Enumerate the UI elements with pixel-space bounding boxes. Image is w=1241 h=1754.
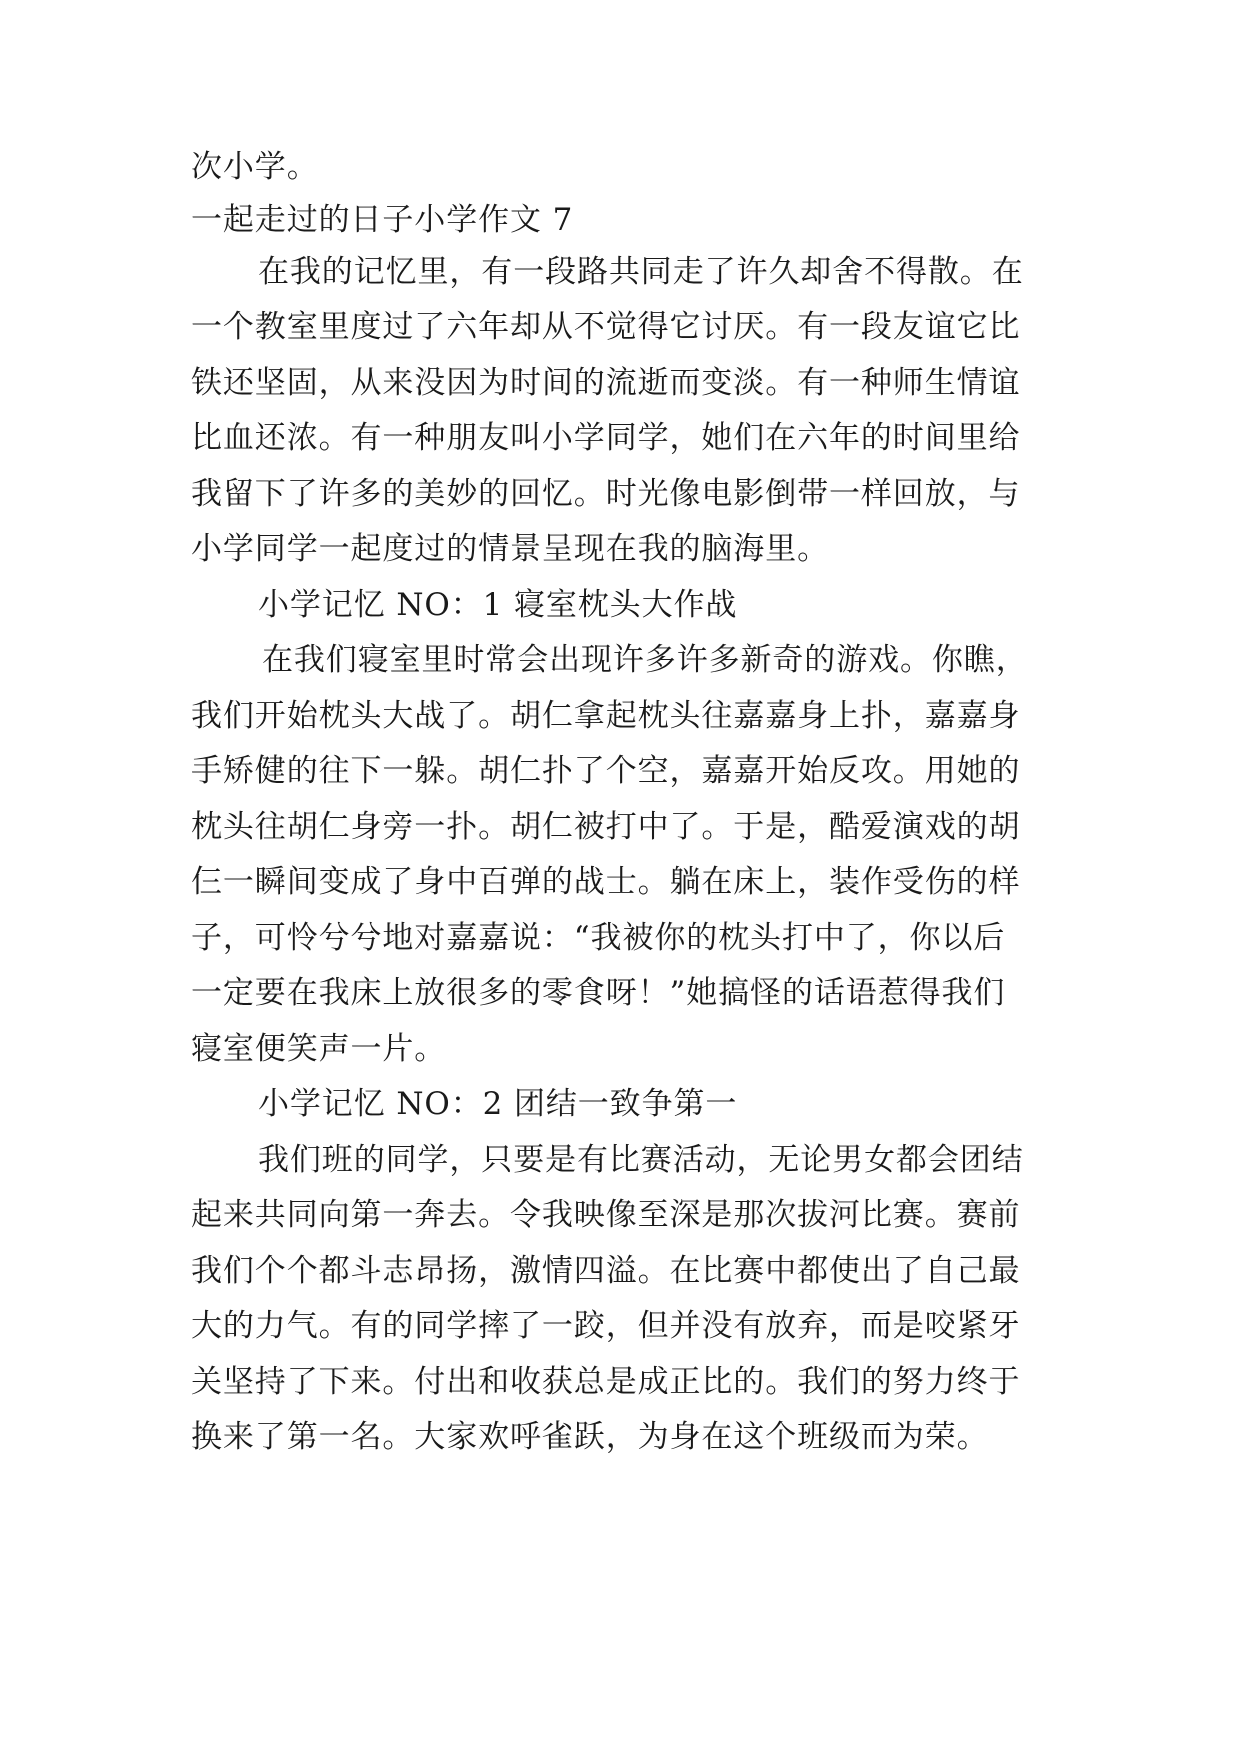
text-line: 寝室便笑声一片。: [191, 1031, 447, 1067]
text-line: 我留下了许多的美妙的回忆。时光像电影倒带一样回放，与: [191, 476, 1021, 512]
text-line: 关坚持了下来。付出和收获总是成正比的。我们的努力终于: [191, 1364, 1021, 1400]
text-line: 仨一瞬间变成了身中百弹的战士。躺在床上，装作受伤的样: [191, 864, 1021, 900]
text-line: 枕头往胡仁身旁一扑。胡仁被打中了。于是，酷爱演戏的胡: [191, 809, 1021, 845]
text-line: 起来共同向第一奔去。令我映像至深是那次拔河比赛。赛前: [191, 1197, 1021, 1233]
text-line: 一定要在我床上放很多的零食呀！”她搞怪的话语惹得我们: [191, 975, 1006, 1011]
text-line: 手矫健的往下一躲。胡仁扑了个空，嘉嘉开始反攻。用她的: [191, 753, 1021, 789]
text-line: 我们班的同学，只要是有比赛活动，无论男女都会团结: [258, 1142, 1024, 1178]
text-line: 铁还坚固，从来没因为时间的流逝而变淡。有一种师生情谊: [191, 365, 1021, 401]
text-line: 我们个个都斗志昂扬，激情四溢。在比赛中都使出了自己最: [191, 1253, 1021, 1289]
text-line: 大的力气。有的同学摔了一跤，但并没有放弃，而是咬紧牙: [191, 1308, 1021, 1344]
section-heading: 小学记忆 NO：1 寝室枕头大作战: [258, 587, 738, 623]
essay-title: 一起走过的日子小学作文 7: [191, 202, 574, 238]
text-line: 换来了第一名。大家欢呼雀跃，为身在这个班级而为荣。: [191, 1419, 989, 1455]
text-line: 我们开始枕头大战了。胡仁拿起枕头往嘉嘉身上扑，嘉嘉身: [191, 698, 1021, 734]
text-line: 小学同学一起度过的情景呈现在我的脑海里。: [191, 531, 829, 567]
text-line: 子，可怜兮兮地对嘉嘉说：“我被你的枕头打中了，你以后: [191, 920, 1006, 956]
text-line: 比血还浓。有一种朋友叫小学同学，她们在六年的时间里给: [191, 420, 1021, 456]
text-line: 一个教室里度过了六年却从不觉得它讨厌。有一段友谊它比: [191, 309, 1021, 345]
text-line: 在我的记忆里，有一段路共同走了许久却舍不得散。在: [258, 254, 1024, 290]
section-heading: 小学记忆 NO：2 团结一致争第一: [258, 1086, 738, 1122]
text-line: 在我们寝室里时常会出现许多许多新奇的游戏。你瞧，: [262, 642, 1028, 678]
text-line: 次小学。: [191, 149, 319, 185]
